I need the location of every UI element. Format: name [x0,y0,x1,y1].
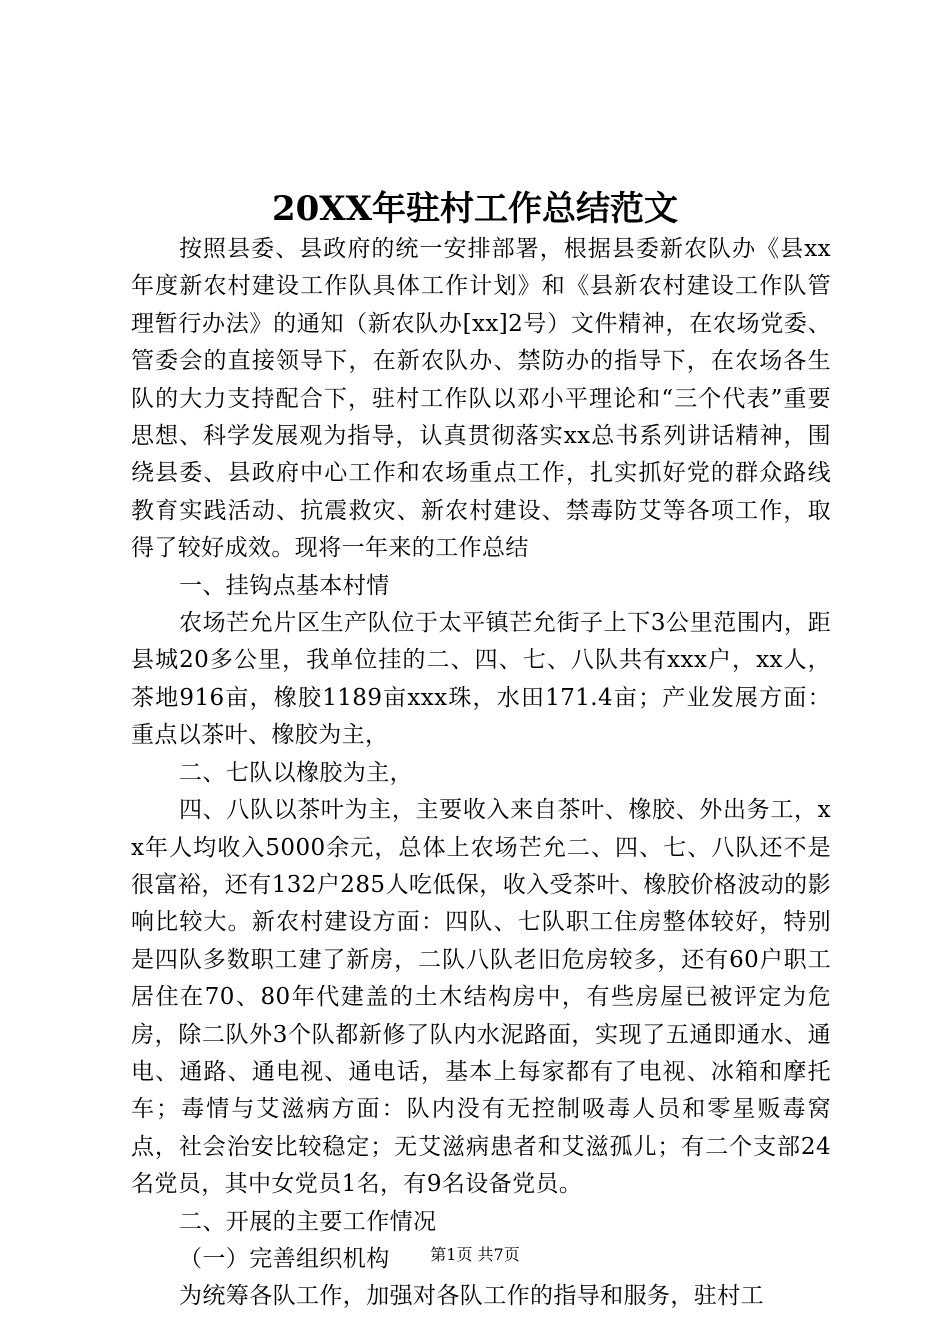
paragraph-intro: 按照县委、县政府的统一安排部署，根据县委新农队办《县xx年度新农村建设工作队具体工作计划》和《县新农村建设工作队管理暂行办法》的通知（新农队办[xx]2号）文件精神，在农场党委、管委会的直接领导下，在新农队办、禁防办的指导下，在农场各生队的大力支持配合下，驻村工作队以邓小平理论和“三个代表”重要思想、科学发展观为指导，认真贯彻落实xx总书系列讲话精神，围绕县委、县政府中心工作和农场重点工作，扎实抓好党的群众路线教育实践活动、抗震救灾、新农村建设、禁毒防艾等各项工作，取得了较好成效。现将一年来的工作总结 [131,236,831,562]
page-number: 第1页 [430,1245,473,1264]
paragraph-team-4-8: 四、八队以茶叶为主，主要收入来自茶叶、橡胶、外出务工，xx年人均收入5000余元，总体上农场芒允二、四、七、八队还不是很富裕，还有132户285人吃低保，收入受茶叶、橡胶价格波动的影响比较大。新农村建设方面：四队、七队职工住房整体较好，特别是四队多数职工建了新房，二队八队老旧危房较多，还有60户职工居住在70、80年代建盖的土木结构房中，有些房屋已被评定为危房，除二队外3个队都新修了队内水泥路面，实现了五通即通水、通电、通路、通电视、通电话，基本上每家都有了电视、冰箱和摩托车；毒情与艾滋病方面：队内没有无控制吸毒人员和零星贩毒窝点，社会治安比较稳定；无艾滋病患者和艾滋孤儿；有二个支部24名党员，其中女党员1名，有9名设备党员。 [131,797,831,1198]
subsection-heading-organization: （一）完善组织机构 [179,1245,390,1272]
document-title: 20XX年驻村工作总结范文 [271,189,679,229]
page-footer [0,1244,950,1266]
section-heading-village-info: 一、挂钩点基本村情 [179,572,390,599]
paragraph-village-info: 农场芒允片区生产队位于太平镇芒允街子上下3公里范围内，距县城20多公里，我单位挂的二、四、七、八队共有xxx户，xx人，茶地916亩，橡胶1189亩xxx珠，水田171.4亩；产业发展方面：重点以茶叶、橡胶为主， [131,610,831,749]
section-heading-main-work: 二、开展的主要工作情况 [179,1208,437,1235]
paragraph-organization: 为统筹各队工作，加强对各队工作的指导和服务，驻村工 [179,1283,764,1310]
paragraph-team-2-7: 二、七队以橡胶为主， [179,759,413,786]
document-body [131,231,831,1316]
page-total: 共7页 [477,1245,520,1264]
